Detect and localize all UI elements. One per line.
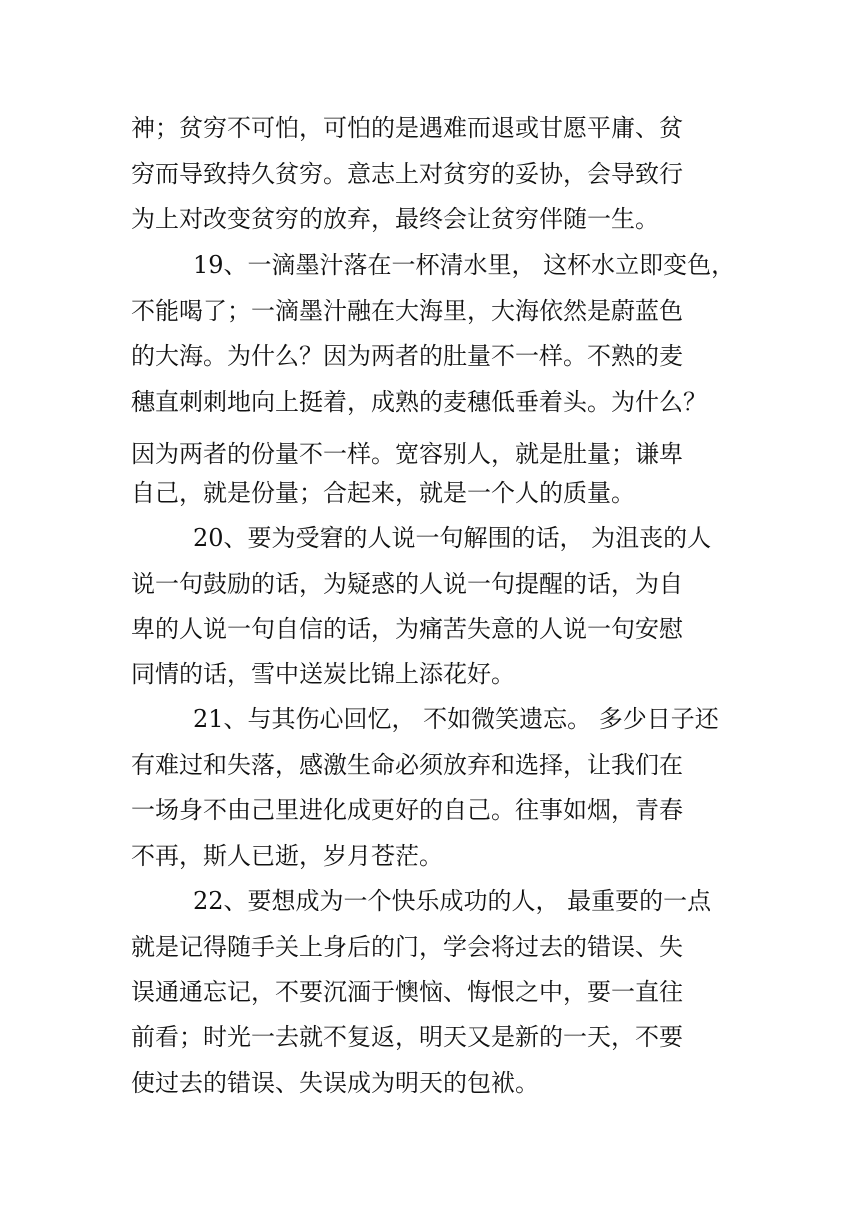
text-line: 同情的话，雪中送炭比锦上添花好。 [131,660,515,688]
text-line: 穷而导致持久贫穷。意志上对贫穷的妥协，会导致行 [131,160,683,188]
text-line: 因为两者的份量不一样。宽容别人，就是肚量；谦卑 [131,440,683,468]
text-line: 穗直刺刺地向上挺着，成熟的麦穗低垂着头。为什么？ [131,388,707,416]
text-line: 使过去的错误、失误成为明天的包袱。 [131,1069,539,1097]
text-line: 神；贫穷不可怕，可怕的是遇难而退或甘愿平庸、贫 [131,114,683,142]
paragraph-21-start: 21、与其伤心回忆， 不如微笑遗忘。 多少日子还 [193,705,719,733]
text-line: 有难过和失落，感激生命必须放弃和选择，让我们在 [131,751,683,779]
text-line: 不能喝了；一滴墨汁融在大海里，大海依然是蔚蓝色 [131,297,683,325]
text-line: 一场身不由己里进化成更好的自己。往事如烟，青春 [131,796,683,824]
text-line: 说一句鼓励的话，为疑惑的人说一句提醒的话，为自 [131,570,683,598]
text-line: 误通通忘记，不要沉湎于懊恼、悔恨之中，要一直往 [131,978,683,1006]
text-line: 自己，就是份量；合起来，就是一个人的质量。 [131,479,635,507]
paragraph-19-start: 19、一滴墨汁落在一杯清水里， 这杯水立即变色， [193,251,736,279]
text-line: 卑的人说一句自信的话，为痛苦失意的人说一句安慰 [131,615,683,643]
text-line: 的大海。为什么？因为两者的肚量不一样。不熟的麦 [131,342,683,370]
text-line: 不再，斯人已逝，岁月苍茫。 [131,842,443,870]
text-line: 前看；时光一去就不复返，明天又是新的一天，不要 [131,1023,683,1051]
text-line: 就是记得随手关上身后的门，学会将过去的错误、失 [131,933,683,961]
paragraph-22-start: 22、要想成为一个快乐成功的人， 最重要的一点 [193,887,712,915]
paragraph-20-start: 20、要为受窘的人说一句解围的话， 为沮丧的人 [193,524,712,552]
text-line: 为上对改变贫穷的放弃，最终会让贫穷伴随一生。 [131,205,659,233]
